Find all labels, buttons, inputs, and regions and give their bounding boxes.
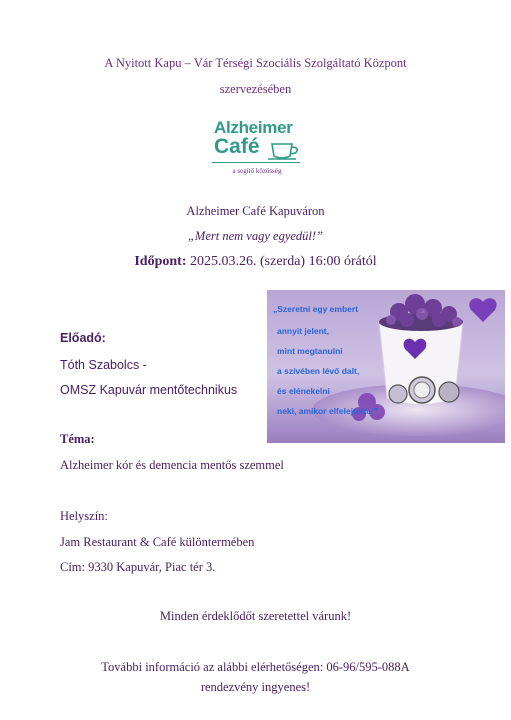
quote-line-1: „Szeretni egy embert — [273, 304, 359, 314]
speaker-label: Előadó: — [60, 331, 106, 345]
time-label: Időpont: — [134, 254, 187, 269]
event-motto: „Mert nem vagy egyedül!” — [187, 229, 324, 243]
alzheimer-cafe-logo — [212, 118, 302, 188]
organizer-line-2: szervezésében — [219, 82, 292, 96]
topic-label: Téma: — [60, 432, 95, 446]
speaker-role: OMSZ Kapuvár mentőtechnikus — [60, 383, 238, 397]
logo-tagline: a segítő közösség — [232, 167, 282, 175]
venue-label: Helyszín: — [60, 509, 108, 523]
quote-line-5: és elénekelni — [277, 386, 330, 396]
logo-word-alzheimer: Alzheimer — [214, 118, 293, 137]
quote-line-6: neki, amikor elfelejtette.” — [277, 406, 378, 416]
contact-info: További információ az alábbi elérhetőségen: 06-96/595-088A — [101, 660, 410, 674]
time-value: 2025.03.26. (szerda) 16:00 órától — [186, 254, 377, 269]
event-time — [0, 254, 511, 270]
free-entry-note: rendezvény ingyenes! — [200, 680, 311, 694]
venue-value: Jam Restaurant & Café különtermében — [60, 535, 255, 549]
speaker-name: Tóth Szabolcs - — [60, 358, 147, 372]
venue-address: Cím: 9330 Kapuvár, Piac tér 3. — [60, 560, 216, 574]
organizer-line: A Nyitott Kapu – Vár Térségi Szociális Szolgáltató Központ — [104, 56, 407, 70]
welcome-message: Minden érdeklődőt szeretettel várunk! — [159, 609, 352, 623]
coffee-cup-photo — [267, 290, 505, 443]
topic-value: Alzheimer kór és demencia mentős szemmel — [60, 458, 284, 472]
flowers-cup-image — [267, 290, 505, 443]
event-title: Alzheimer Café Kapuváron — [186, 204, 325, 218]
coffee-cup-icon — [266, 138, 302, 162]
logo-word-cafe: Café — [214, 135, 260, 158]
quote-line-2: annyit jelent, — [277, 326, 329, 336]
quote-line-4: a szívében lévő dalt, — [277, 366, 360, 376]
quote-line-3: mint megtanulni — [277, 346, 343, 356]
logo-divider — [212, 162, 300, 163]
